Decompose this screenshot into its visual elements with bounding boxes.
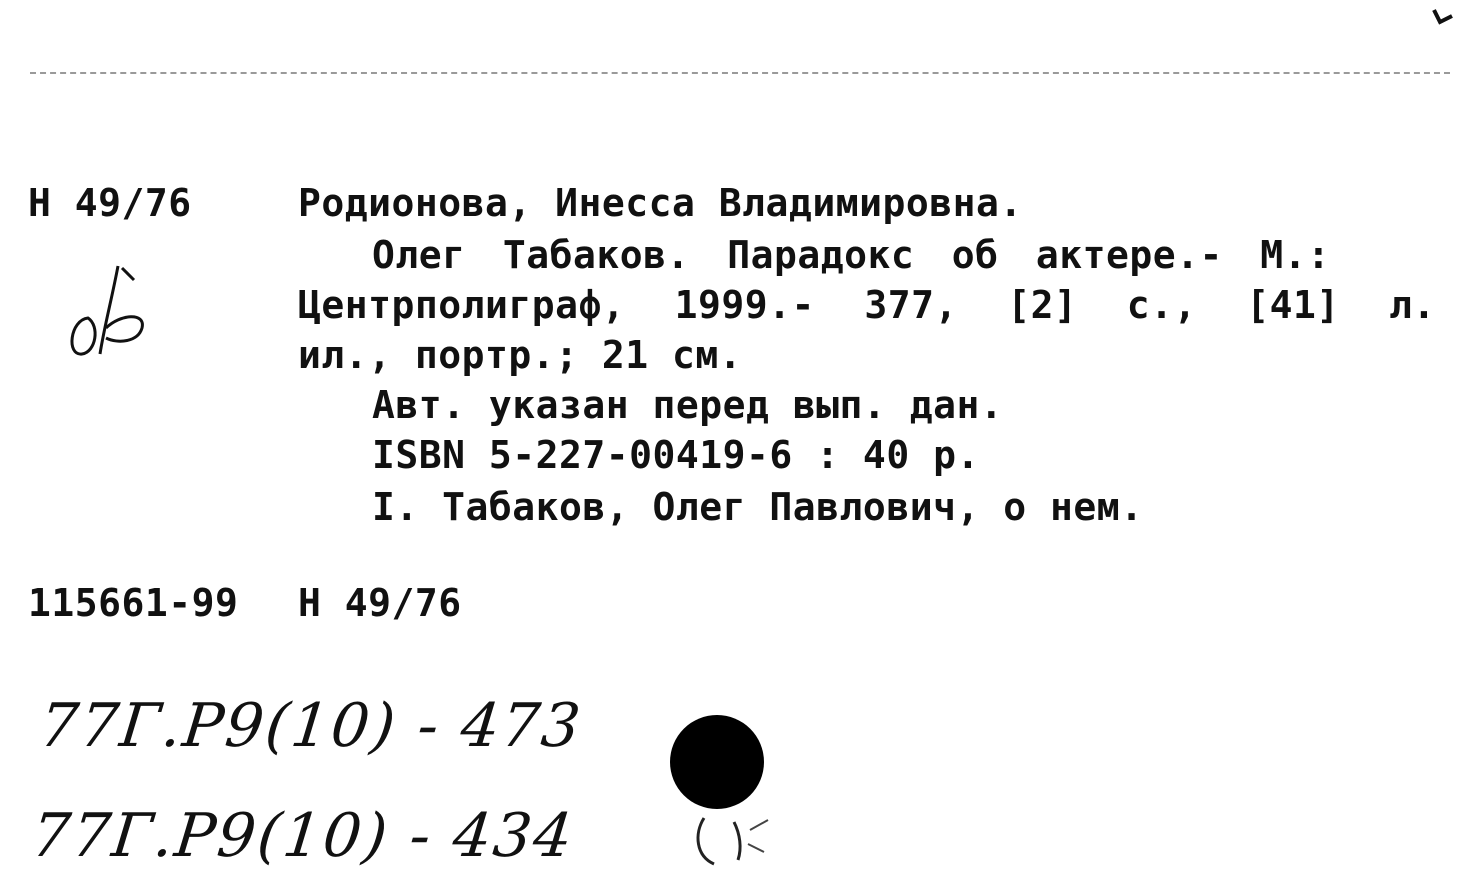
title-line: Олег Табаков. Парадокс об актере.- М.: [372, 233, 1331, 277]
handwritten-ob-mark [60, 258, 170, 368]
publisher-line: Центрполиграф, 1999.- 377, [2] с., [41] л. [298, 283, 1436, 327]
punch-hole [670, 715, 764, 809]
handwritten-code-line-2: 77Г.Р9(10) - 434 [28, 801, 578, 871]
perforation-dashed-line [30, 72, 1450, 74]
inventory-number: 115661-99 [28, 581, 239, 625]
shelfmark-bottom: Н 49/76 [298, 581, 462, 625]
corner-tick-mark [1430, 2, 1456, 28]
handwritten-code-line-1: 77Г.Р9(10) - 473 [36, 691, 586, 761]
shelfmark-top: Н 49/76 [28, 181, 192, 225]
illustrations-line: ил., портр.; 21 см. [298, 333, 743, 377]
punch-hole-scrap [690, 800, 780, 880]
subject-line: I. Табаков, Олег Павлович, о нем. [372, 485, 1144, 529]
author-heading: Родионова, Инесса Владимировна. [298, 181, 1023, 225]
note-line: Авт. указан перед вып. дан. [372, 383, 1004, 427]
isbn-line: ISBN 5-227-00419-6 : 40 р. [372, 433, 980, 477]
